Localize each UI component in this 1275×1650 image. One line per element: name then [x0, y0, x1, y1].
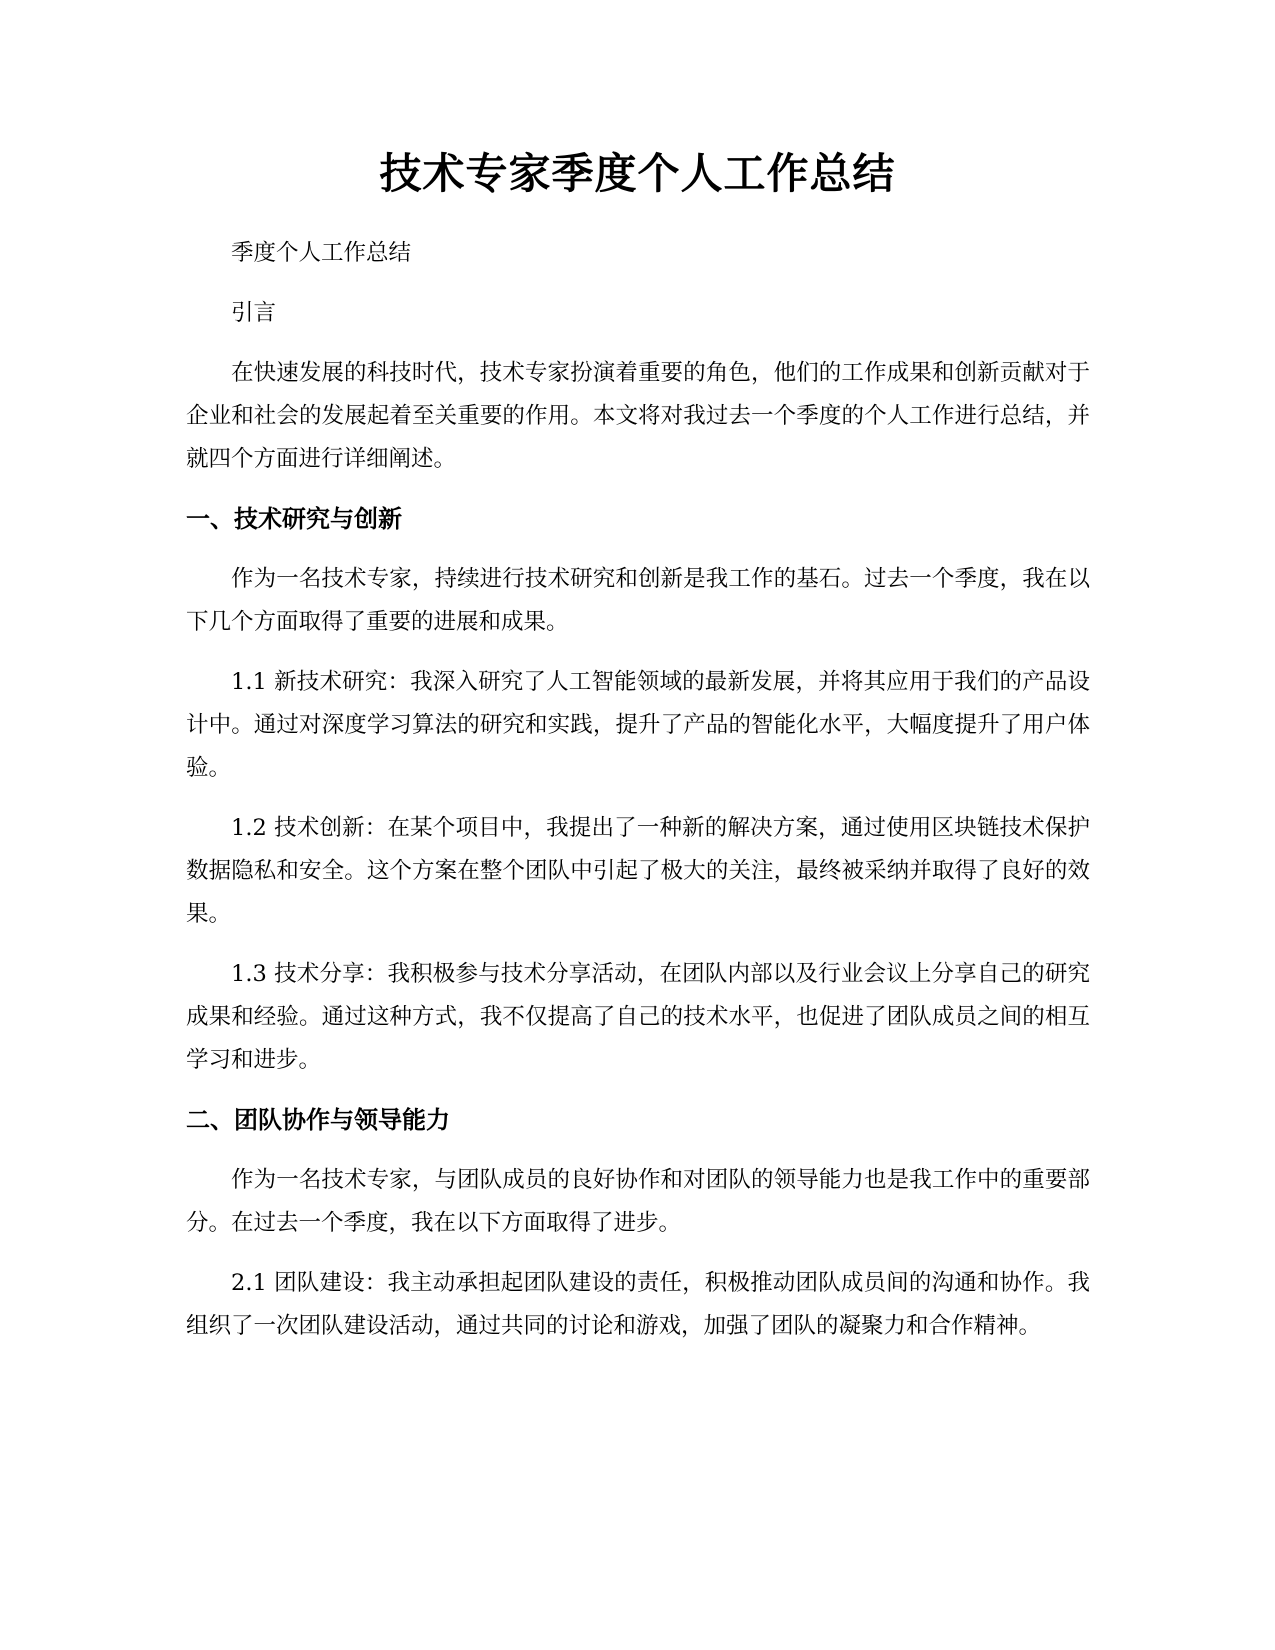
section-2-intro-paragraph: 作为一名技术专家，与团队成员的良好协作和对团队的领导能力也是我工作中的重要部分。在过去一个季度，我在以下方面取得了进步。 [186, 1167, 1090, 1236]
item-1-2-paragraph: 1.2 技术创新：在某个项目中，我提出了一种新的解决方案，通过使用区块链技术保护数据隐私和安全。这个方案在整个团队中引起了极大的关注，最终被采纳并取得了良好的效果。 [186, 815, 1090, 927]
item-2-1-paragraph: 2.1 团队建设：我主动承担起团队建设的责任，积极推动团队成员间的沟通和协作。我组织了一次团队建设活动，通过共同的讨论和游戏，加强了团队的凝聚力和合作精神。 [186, 1270, 1090, 1339]
section-1-intro-paragraph: 作为一名技术专家，持续进行技术研究和创新是我工作的基石。过去一个季度，我在以下几个方面取得了重要的进展和成果。 [186, 566, 1090, 635]
intro-paragraph: 在快速发展的科技时代，技术专家扮演着重要的角色，他们的工作成果和创新贡献对于企业和社会的发展起着至关重要的作用。本文将对我过去一个季度的个人工作进行总结，并就四个方面进行详细阐述。 [186, 360, 1090, 472]
intro-label-paragraph: 引言 [231, 300, 277, 326]
section-heading-1: 一、技术研究与创新 [186, 505, 402, 533]
item-1-1-paragraph: 1.1 新技术研究：我深入研究了人工智能领域的最新发展，并将其应用于我们的产品设计中。通过对深度学习算法的研究和实践，提升了产品的智能化水平，大幅度提升了用户体验。 [186, 669, 1090, 781]
item-1-3-paragraph: 1.3 技术分享：我积极参与技术分享活动，在团队内部以及行业会议上分享自己的研究成果和经验。通过这种方式，我不仅提高了自己的技术水平，也促进了团队成员之间的相互学习和进步。 [186, 961, 1090, 1073]
subtitle-paragraph: 季度个人工作总结 [231, 240, 412, 266]
document-body [186, 232, 1090, 1348]
page-title: 技术专家季度个人工作总结 [379, 149, 896, 198]
section-heading-2: 二、团队协作与领导能力 [186, 1106, 450, 1134]
